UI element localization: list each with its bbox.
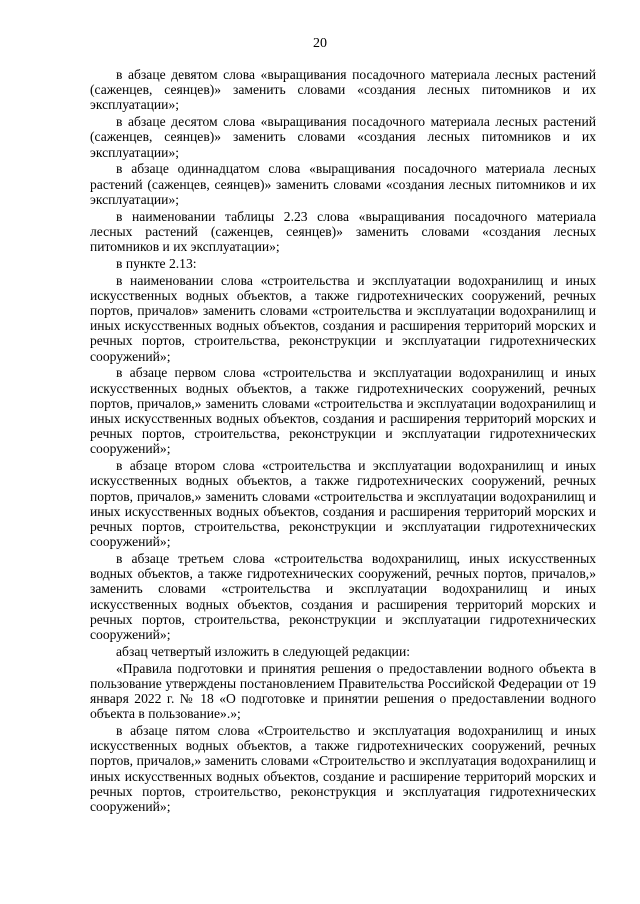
- paragraph-7: в абзаце первом слова «строительства и эксплуатации водохранилищ и иных искусственных водных объектов, а также гидротехнических сооружений, речных портов, причалов,» заменить словами «строительства и эксплуатации водохранилищ и иных искусственных водных объектов, создания и расширения территорий морских и речных портов, строительства, реконструкции и эксплуатации гидротехнических сооружений»;: [90, 365, 596, 457]
- page-number: 20: [313, 36, 327, 51]
- paragraph-5: в пункте 2.13:: [116, 255, 197, 271]
- paragraph-12: в абзаце пятом слова «Строительство и эксплуатация водохранилищ и иных искусственных водных объектов, а также гидротехнических сооружений, речных портов, причалов,» заменить словами «Строительство и эксплуатация водохранилищ и иных искусственных водных объектов, создание и расширение территорий морских и речных портов, строительство, реконструкция и эксплуатация гидротехнических сооружений»;: [90, 723, 596, 815]
- paragraph-2: в абзаце десятом слова «выращивания посадочного материала лесных растений (саженцев, сеянцев)» заменить словами «создания лесных питомников и их эксплуатации»;: [90, 114, 596, 160]
- paragraph-11: «Правила подготовки и принятия решения о предоставлении водного объекта в пользование утверждены постановлением Правительства Российской Федерации от 19 января 2022 г. № 18 «О подготовке и принятии решения о предоставлении водного объекта в пользование».»;: [90, 660, 596, 722]
- paragraph-4: в наименовании таблицы 2.23 слова «выращивания посадочного материала лесных растений (саженцев, сеянцев)» заменить словами «создания лесных питомников и их эксплуатации»;: [90, 208, 596, 255]
- paragraph-6: в наименовании слова «строительства и эксплуатации водохранилищ и иных искусственных водных объектов, а также гидротехнических сооружений, речных портов, причалов» заменить словами «строительства и эксплуатации водохранилищ и иных искусственных водных объектов, создания и расширения территорий морских и речных портов, строительства, реконструкции и эксплуатации гидротехнических сооружений»;: [90, 272, 596, 364]
- paragraph-9: в абзаце третьем слова «строительства водохранилищ, иных искусственных водных объектов, а также гидротехнических сооружений, речных портов, причалов,» заменить словами «строительства и эксплуатации водохранилищ и иных искусственных водных объектов, создания и расширения территорий морских и речных портов, строительства, реконструкции и эксплуатации гидротехнических сооружений»;: [90, 551, 596, 643]
- paragraph-8: в абзаце втором слова «строительства и эксплуатации водохранилищ и иных искусственных водных объектов, а также гидротехнических сооружений, речных портов, причалов,» заменить словами «строительства и эксплуатации водохранилищ и иных искусственных водных объектов, создания и расширения территорий морских и речных портов, строительства, реконструкции и эксплуатации гидротехнических сооружений»;: [90, 458, 596, 550]
- paragraph-3: в абзаце одиннадцатом слова «выращивания посадочного материала лесных растений (саженцев, сеянцев)» заменить словами «создания лесных питомников и их эксплуатации»;: [90, 161, 596, 207]
- document-body: [90, 67, 596, 816]
- paragraph-1: в абзаце девятом слова «выращивания посадочного материала лесных растений (саженцев, сеянцев)» заменить словами «создания лесных питомников и их эксплуатации»;: [90, 67, 596, 113]
- paragraph-10: абзац четвертый изложить в следующей редакции:: [116, 643, 411, 659]
